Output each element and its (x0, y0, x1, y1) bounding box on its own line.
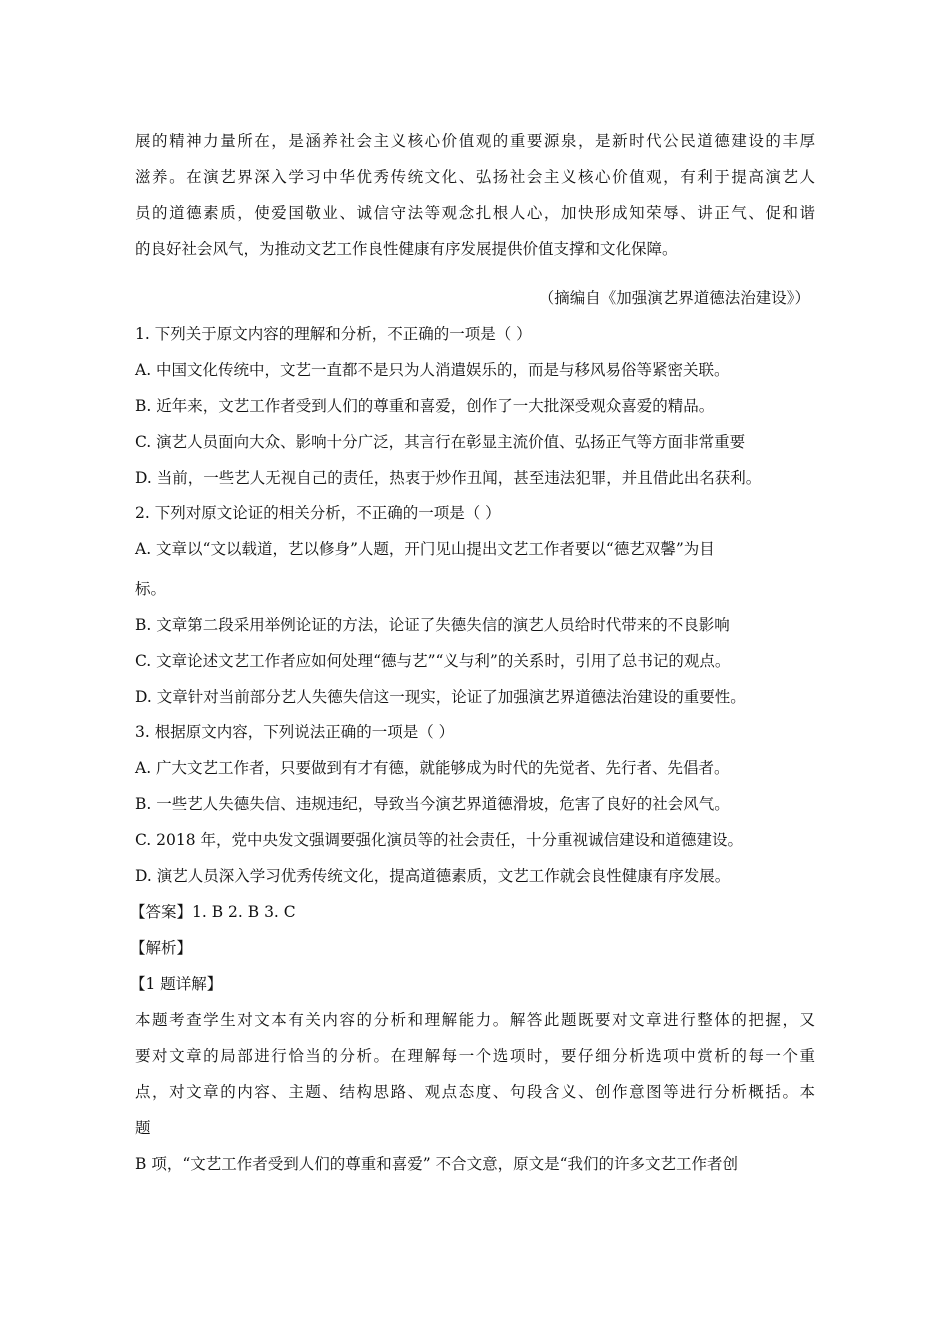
explanation-line: 要对文章的局部进行恰当的分析。在理解每一个选项时，要仔细分析选项中赏析的每一个重 (135, 1047, 815, 1065)
article-line: 的良好社会风气，为推动文艺工作良性健康有序发展提供价值支撑和文化保障。 (135, 240, 678, 258)
explanation-line: 题 (135, 1119, 151, 1137)
article-line: 展的精神力量所在，是涵养社会主义核心价值观的重要源泉，是新时代公民道德建设的丰厚 (135, 132, 815, 150)
question-3-option-a: A. 广大文艺工作者，只要做到有才有德，就能够成为时代的先觉者、先行者、先倡者。 (135, 759, 730, 777)
question-2-stem: 2. 下列对原文论证的相关分析，不正确的一项是（ ） (135, 504, 501, 522)
question-1-option-b: B. 近年来，文艺工作者受到人们的尊重和喜爱，创作了一大批深受观众喜爱的精品。 (135, 397, 715, 415)
question-3-stem: 3. 根据原文内容，下列说法正确的一项是（ ） (135, 723, 455, 741)
question-2-option-b: B. 文章第二段采用举例论证的方法，论证了失德失信的演艺人员给时代带来的不良影响 (135, 616, 730, 634)
question-2-option-a: A. 文章以“文以载道，艺以修身”人题，开门见山提出文艺工作者要以“德艺双馨”为目 (135, 540, 715, 558)
question-2-option-a-cont: 标。 (135, 580, 167, 598)
question-1-option-d: D. 当前，一些艺人无视自己的责任，热衷于炒作丑闻，甚至违法犯罪，并且借此出名获利。 (135, 469, 762, 487)
source-citation: （摘编自《加强演艺界道德法治建设》） (538, 289, 810, 307)
analysis-label: 【解析】 (130, 939, 193, 957)
explanation-line: 点，对文章的内容、主题、结构思路、观点态度、句段含义、创作意图等进行分析概括。本 (135, 1083, 815, 1101)
article-source (135, 280, 810, 316)
explanation-line: B 项，“文艺工作者受到人们的尊重和喜爱” 不合文意，原文是“我们的许多文艺工作者创 (135, 1155, 739, 1173)
answer-line: 【答案】1. B 2. B 3. C (130, 903, 296, 921)
detail-label: 【1 题详解】 (130, 975, 223, 993)
explanation-paragraph (135, 1002, 815, 1182)
question-2-option-c: C. 文章论述文艺工作者应如何处理“德与艺”“义与利”的关系时，引用了总书记的观点。 (135, 652, 731, 670)
question-1-option-c: C. 演艺人员面向大众、影响十分广泛，其言行在彰显主流价值、弘扬正气等方面非常重要 (135, 433, 746, 451)
question-3-option-b: B. 一些艺人失德失信、违规违纪，导致当今演艺界道德滑坡，危害了良好的社会风气。 (135, 795, 730, 813)
question-1-option-a: A. 中国文化传统中，文艺一直都不是只为人消遣娱乐的，而是与移风易俗等紧密关联。 (135, 361, 730, 379)
article-line: 员的道德素质，使爱国敬业、诚信守法等观念扎根人心，加快形成知荣辱、讲正气、促和谐 (135, 204, 815, 222)
article-paragraph (135, 123, 815, 267)
question-3-option-d: D. 演艺人员深入学习优秀传统文化，提高道德素质，文艺工作就会良性健康有序发展。 (135, 867, 731, 885)
article-line: 滋养。在演艺界深入学习中华优秀传统文化、弘扬社会主义核心价值观，有利于提高演艺人 (135, 168, 815, 186)
question-2-option-d: D. 文章针对当前部分艺人失德失信这一现实，论证了加强演艺界道德法治建设的重要性。 (135, 688, 746, 706)
question-3-option-c: C. 2018 年，党中央发文强调要强化演员等的社会责任，十分重视诚信建设和道德建设。 (135, 831, 744, 849)
explanation-line: 本题考查学生对文本有关内容的分析和理解能力。解答此题既要对文章进行整体的把握，又 (135, 1011, 815, 1029)
question-1-stem: 1. 下列关于原文内容的理解和分析，不正确的一项是（ ） (135, 325, 532, 343)
